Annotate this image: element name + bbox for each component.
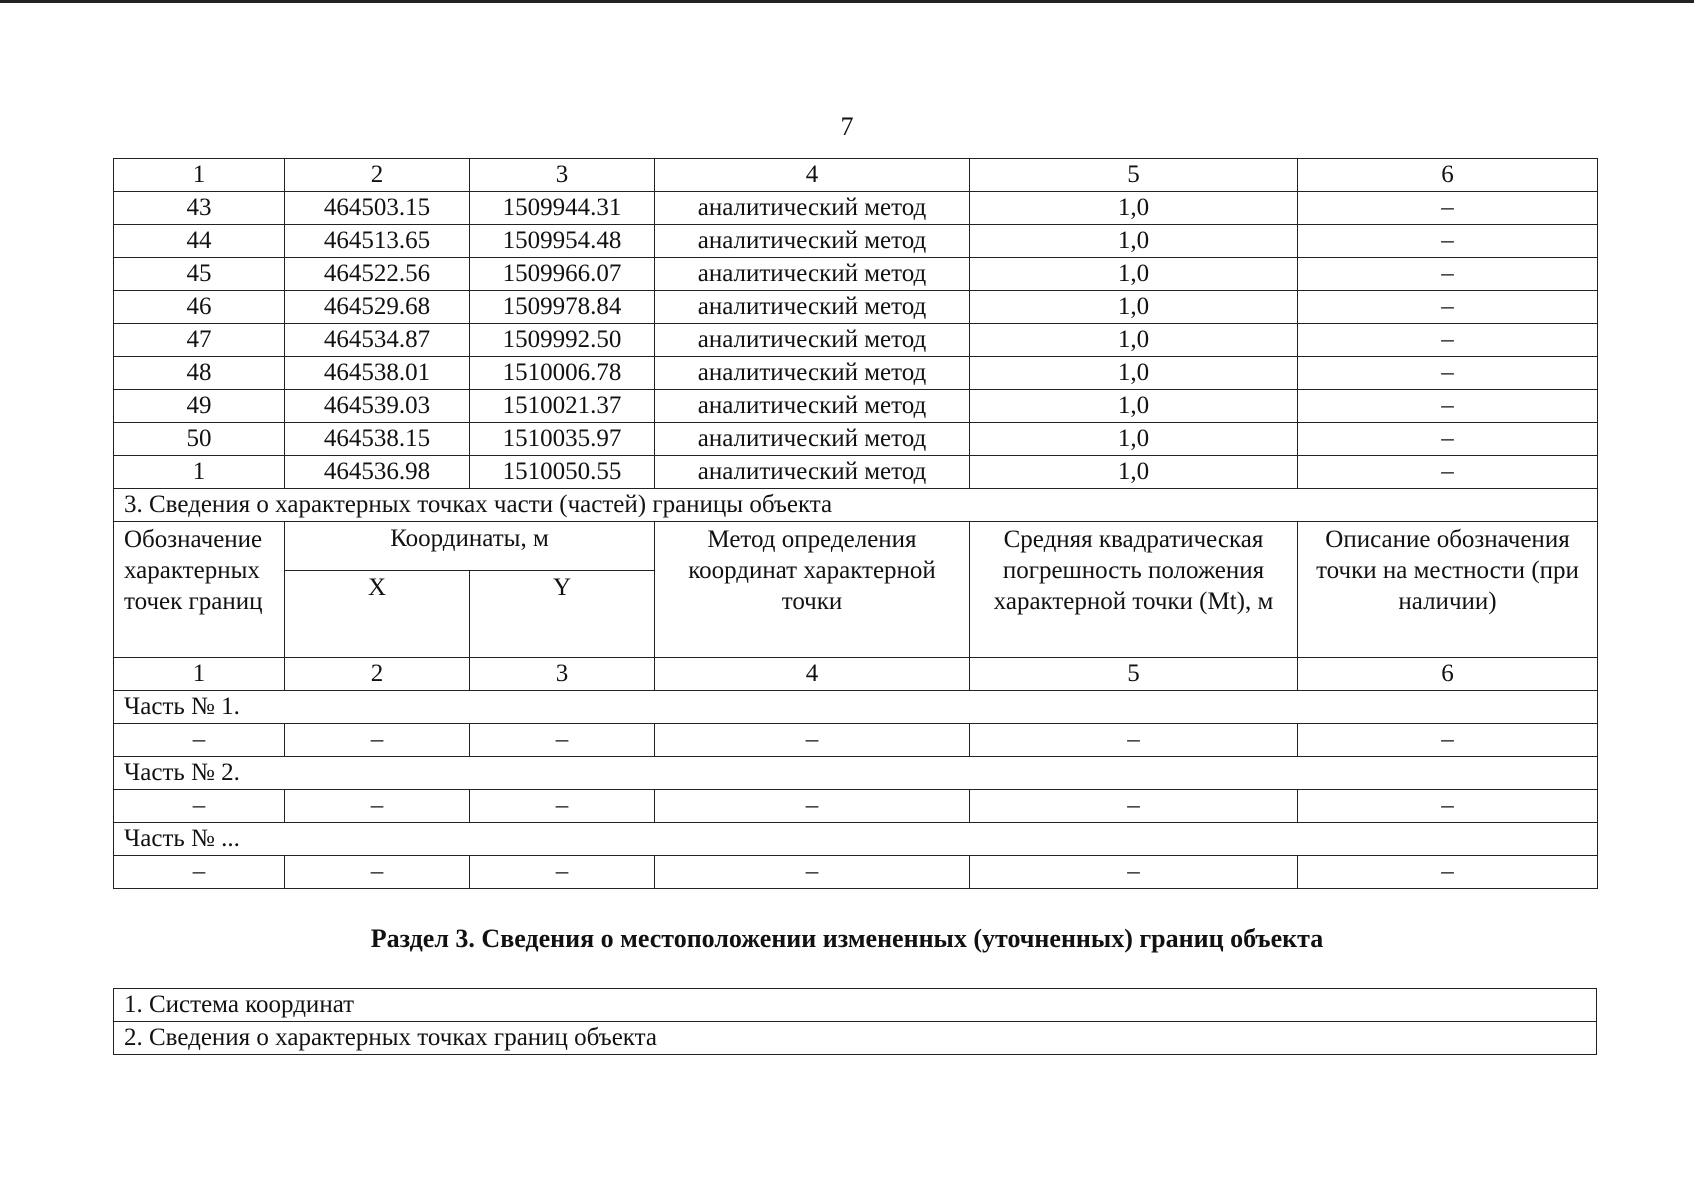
table-cell: 1 bbox=[114, 159, 285, 192]
table-cell: – bbox=[970, 856, 1298, 889]
table-row bbox=[114, 724, 1598, 757]
subsection-title-row bbox=[114, 489, 1598, 522]
table-row bbox=[114, 423, 1598, 456]
table-row bbox=[114, 291, 1598, 324]
mt-value: 1,0 bbox=[970, 291, 1298, 324]
coord-y: 1510035.97 bbox=[470, 423, 655, 456]
table-row bbox=[114, 390, 1598, 423]
coord-x: 464538.15 bbox=[285, 423, 470, 456]
table-cell: 3 bbox=[470, 658, 655, 691]
mt-value: 1,0 bbox=[970, 258, 1298, 291]
mt-value: 1,0 bbox=[970, 456, 1298, 489]
mt-value: 1,0 bbox=[970, 192, 1298, 225]
description: – bbox=[1298, 390, 1598, 423]
top-rule bbox=[0, 0, 1694, 3]
table-cell: – bbox=[470, 856, 655, 889]
table-cell: 4 bbox=[655, 658, 970, 691]
table-cell: – bbox=[970, 790, 1298, 823]
part-label-row bbox=[114, 823, 1598, 856]
header-point-designation: Обозначение характерных точек границ bbox=[114, 522, 285, 658]
point-number: 50 bbox=[114, 423, 285, 456]
column-numbers-row bbox=[114, 658, 1598, 691]
description: – bbox=[1298, 324, 1598, 357]
table-cell: – bbox=[1298, 724, 1598, 757]
coord-x: 464522.56 bbox=[285, 258, 470, 291]
coord-x: 464539.03 bbox=[285, 390, 470, 423]
table-cell: – bbox=[470, 790, 655, 823]
part-label: Часть № 2. bbox=[114, 757, 1598, 790]
table-cell: – bbox=[1298, 856, 1598, 889]
section3-table bbox=[113, 988, 1597, 1055]
header-coordinates: Координаты, м bbox=[285, 522, 655, 571]
method: аналитический метод bbox=[655, 192, 970, 225]
table-cell: – bbox=[470, 724, 655, 757]
coord-x: 464538.01 bbox=[285, 357, 470, 390]
part-label: Часть № 1. bbox=[114, 691, 1598, 724]
method: аналитический метод bbox=[655, 324, 970, 357]
mt-value: 1,0 bbox=[970, 423, 1298, 456]
section3-item: 2. Сведения о характерных точках границ объекта bbox=[114, 1022, 1597, 1055]
table-row bbox=[114, 258, 1598, 291]
table-cell: 4 bbox=[655, 159, 970, 192]
point-number: 46 bbox=[114, 291, 285, 324]
part-label: Часть № ... bbox=[114, 823, 1598, 856]
description: – bbox=[1298, 357, 1598, 390]
method: аналитический метод bbox=[655, 456, 970, 489]
point-number: 1 bbox=[114, 456, 285, 489]
table-cell: 1 bbox=[114, 658, 285, 691]
table-row bbox=[114, 225, 1598, 258]
table-row bbox=[114, 989, 1597, 1022]
table-cell: – bbox=[114, 724, 285, 757]
point-number: 45 bbox=[114, 258, 285, 291]
coord-x: 464503.15 bbox=[285, 192, 470, 225]
point-number: 43 bbox=[114, 192, 285, 225]
part-label-row bbox=[114, 757, 1598, 790]
table-cell: 5 bbox=[970, 658, 1298, 691]
coord-y: 1509966.07 bbox=[470, 258, 655, 291]
table-row bbox=[114, 1022, 1597, 1055]
coord-y: 1509992.50 bbox=[470, 324, 655, 357]
mt-value: 1,0 bbox=[970, 324, 1298, 357]
header-x: X bbox=[285, 571, 470, 658]
subsection-title: 3. Сведения о характерных точках части (частей) границы объекта bbox=[114, 489, 1598, 522]
coord-y: 1509954.48 bbox=[470, 225, 655, 258]
header-y: Y bbox=[470, 571, 655, 658]
table-row bbox=[114, 192, 1598, 225]
table-cell: – bbox=[655, 724, 970, 757]
description: – bbox=[1298, 423, 1598, 456]
coord-x: 464536.98 bbox=[285, 456, 470, 489]
table-row bbox=[114, 456, 1598, 489]
method: аналитический метод bbox=[655, 390, 970, 423]
description: – bbox=[1298, 291, 1598, 324]
method: аналитический метод bbox=[655, 291, 970, 324]
table-cell: – bbox=[285, 856, 470, 889]
coord-y: 1510006.78 bbox=[470, 357, 655, 390]
method: аналитический метод bbox=[655, 423, 970, 456]
point-number: 47 bbox=[114, 324, 285, 357]
header-row bbox=[114, 522, 1598, 571]
table-cell: – bbox=[655, 790, 970, 823]
table-cell: – bbox=[114, 856, 285, 889]
table-cell: 3 bbox=[470, 159, 655, 192]
table-row bbox=[114, 790, 1598, 823]
coord-y: 1510021.37 bbox=[470, 390, 655, 423]
method: аналитический метод bbox=[655, 357, 970, 390]
part-label-row bbox=[114, 691, 1598, 724]
point-number: 44 bbox=[114, 225, 285, 258]
table-row bbox=[114, 357, 1598, 390]
table-cell: – bbox=[655, 856, 970, 889]
section-title: Раздел 3. Сведения о местоположении измененных (уточненных) границ объекта bbox=[370, 924, 1324, 953]
table-row bbox=[114, 324, 1598, 357]
method: аналитический метод bbox=[655, 225, 970, 258]
coord-y: 1510050.55 bbox=[470, 456, 655, 489]
coord-x: 464529.68 bbox=[285, 291, 470, 324]
header-mt: Средняя квадратическая погрешность положения характерной точки (Mt), м bbox=[970, 522, 1298, 658]
point-number: 49 bbox=[114, 390, 285, 423]
mt-value: 1,0 bbox=[970, 390, 1298, 423]
coord-x: 464513.65 bbox=[285, 225, 470, 258]
table-cell: 2 bbox=[285, 658, 470, 691]
coord-x: 464534.87 bbox=[285, 324, 470, 357]
section3-item: 1. Система координат bbox=[114, 989, 1597, 1022]
table-cell: – bbox=[114, 790, 285, 823]
header-method: Метод определения координат характерной точки bbox=[655, 522, 970, 658]
boundary-points-table bbox=[113, 158, 1598, 889]
point-number: 48 bbox=[114, 357, 285, 390]
mt-value: 1,0 bbox=[970, 357, 1298, 390]
page-number: 7 bbox=[840, 112, 854, 141]
table-cell: 6 bbox=[1298, 658, 1598, 691]
table-cell: 5 bbox=[970, 159, 1298, 192]
column-numbers-row bbox=[114, 159, 1598, 192]
table-row bbox=[114, 856, 1598, 889]
coord-y: 1509978.84 bbox=[470, 291, 655, 324]
table-cell: – bbox=[1298, 790, 1598, 823]
description: – bbox=[1298, 258, 1598, 291]
method: аналитический метод bbox=[655, 258, 970, 291]
header-description: Описание обозначения точки на местности (при наличии) bbox=[1298, 522, 1598, 658]
description: – bbox=[1298, 225, 1598, 258]
description: – bbox=[1298, 192, 1598, 225]
description: – bbox=[1298, 456, 1598, 489]
mt-value: 1,0 bbox=[970, 225, 1298, 258]
table-cell: 2 bbox=[285, 159, 470, 192]
table-cell: – bbox=[285, 724, 470, 757]
table-cell: 6 bbox=[1298, 159, 1598, 192]
table-cell: – bbox=[285, 790, 470, 823]
table-cell: – bbox=[970, 724, 1298, 757]
coord-y: 1509944.31 bbox=[470, 192, 655, 225]
